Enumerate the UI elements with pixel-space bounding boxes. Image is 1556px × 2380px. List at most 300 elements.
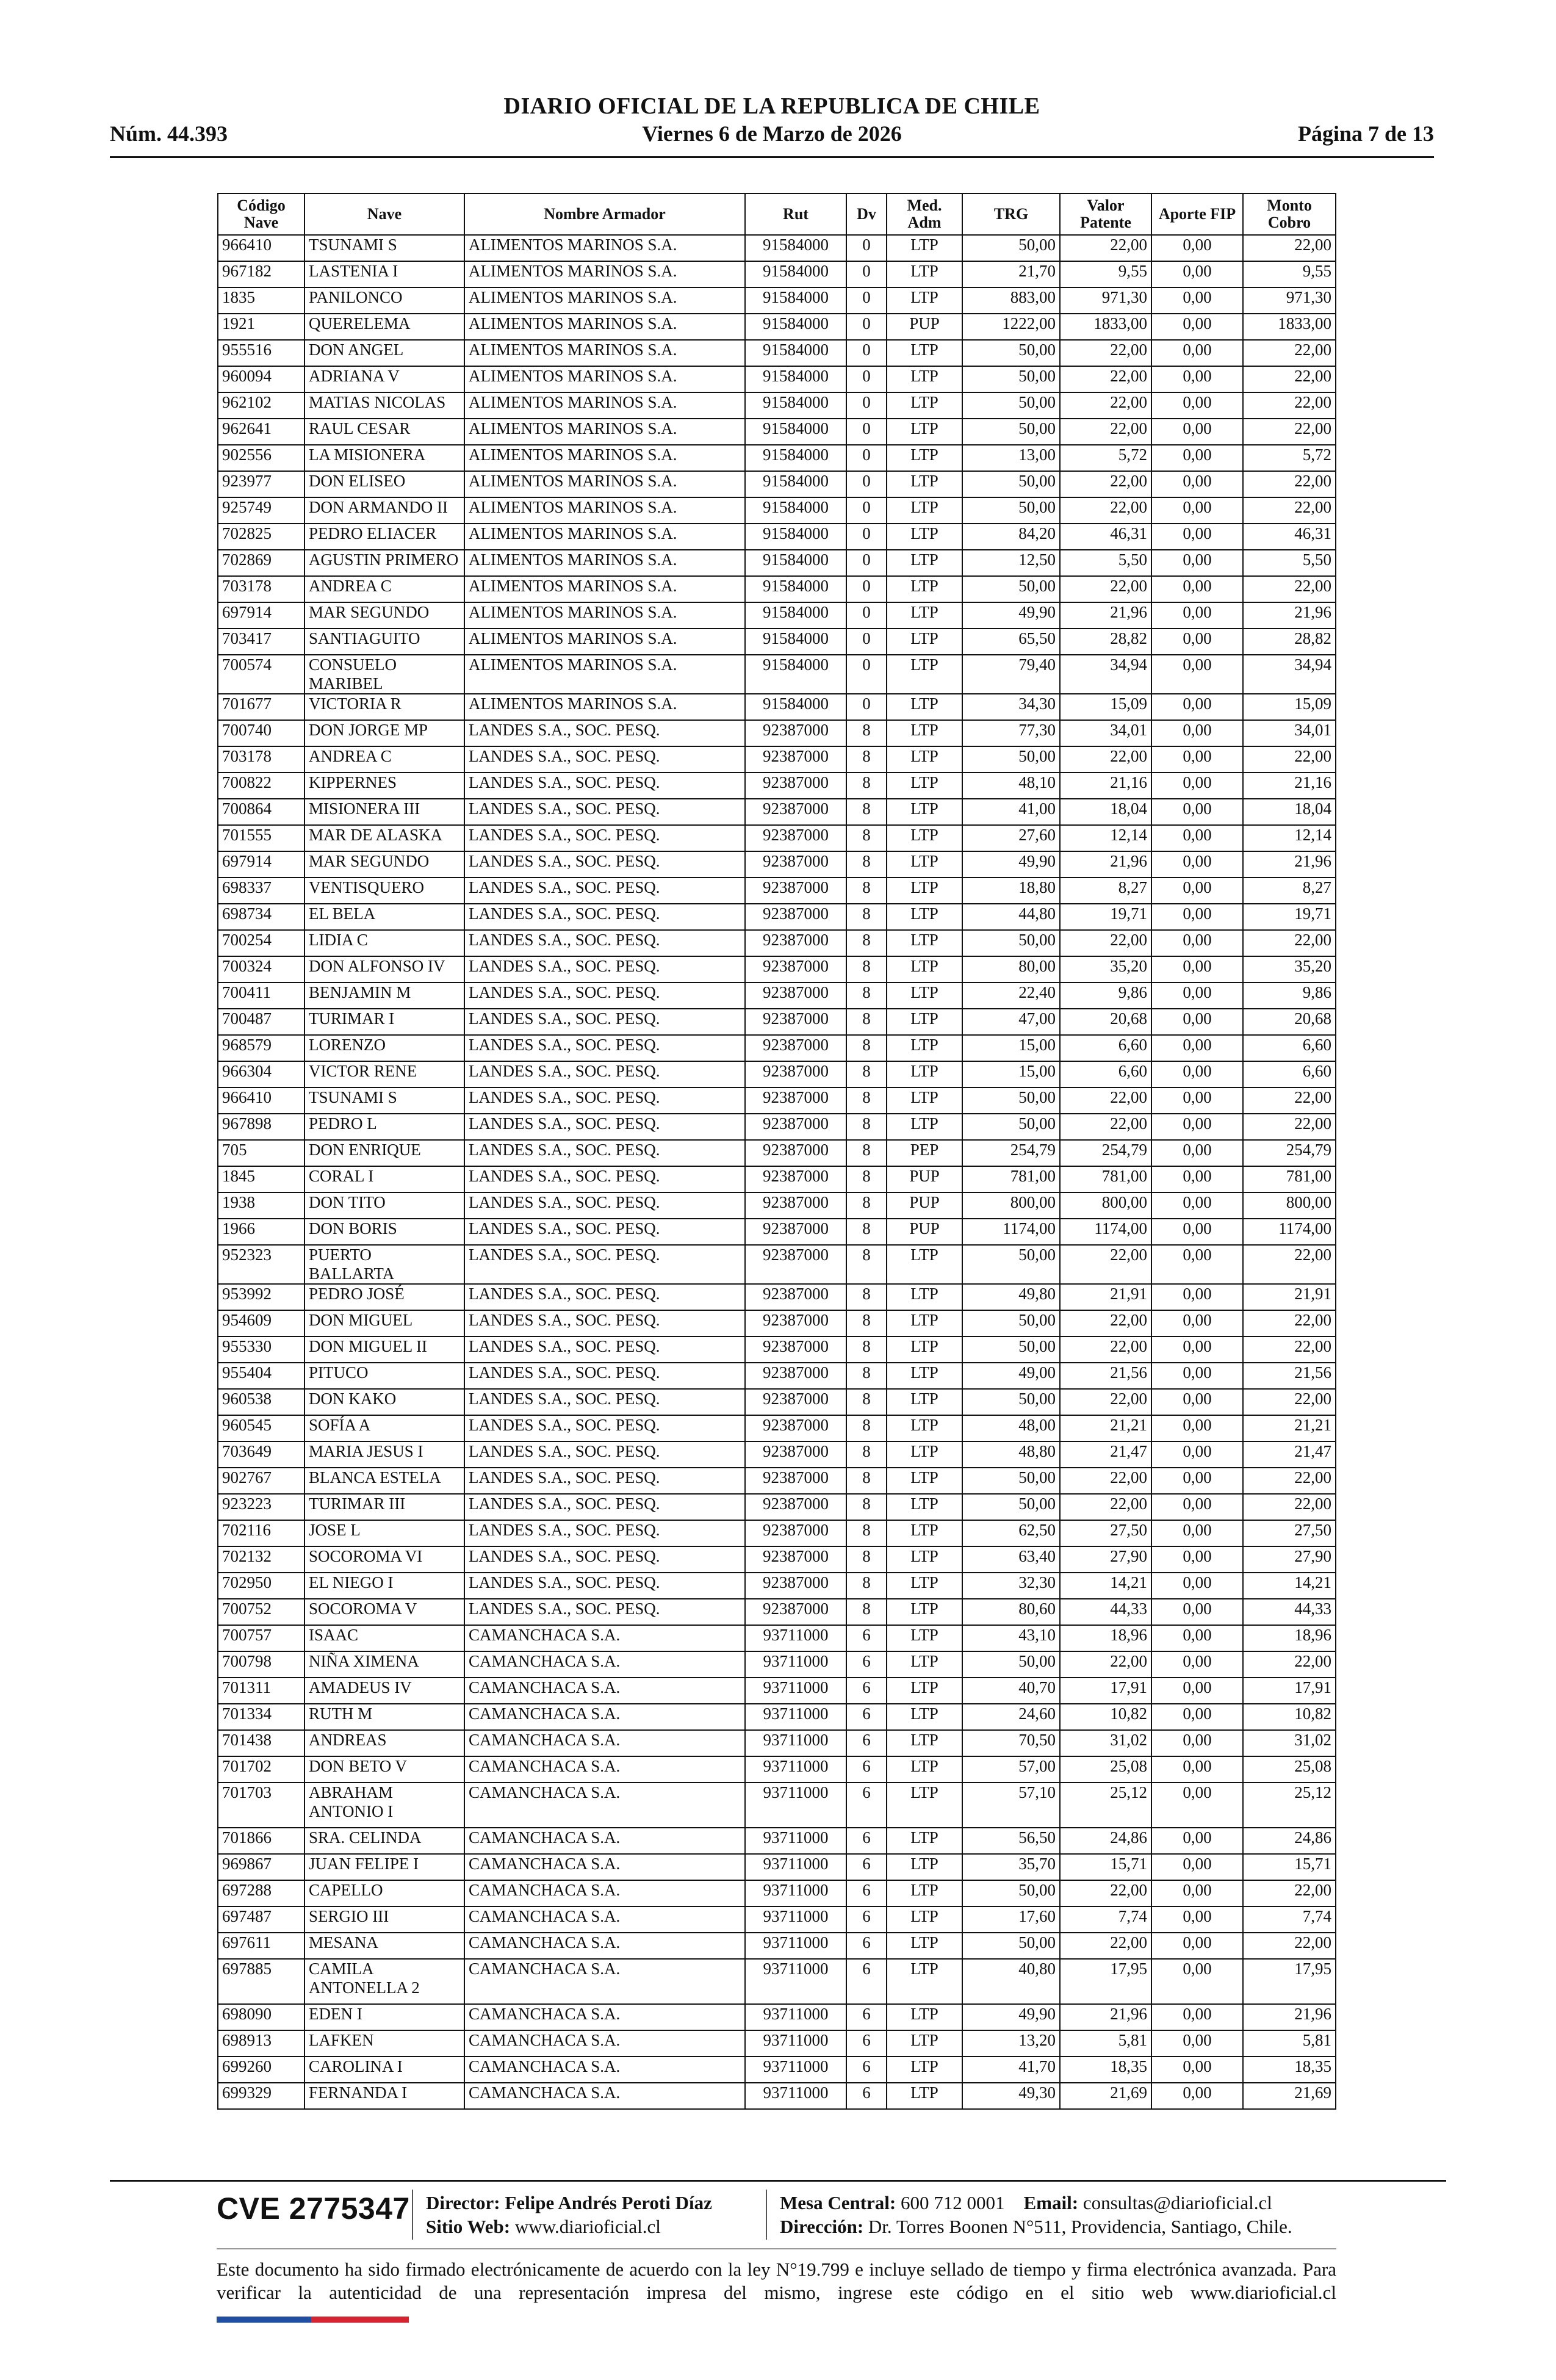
cell-monto-cobro: 22,00 <box>1243 392 1336 419</box>
cell-monto-cobro: 22,00 <box>1243 471 1336 497</box>
cell-valor-patente: 21,69 <box>1060 2083 1151 2109</box>
cell-aporte-fip: 0,00 <box>1151 1284 1243 1310</box>
cell-valor-patente: 21,21 <box>1060 1415 1151 1441</box>
cell-aporte-fip: 0,00 <box>1151 445 1243 471</box>
cell-monto-cobro: 971,30 <box>1243 287 1336 314</box>
cell-valor-patente: 22,00 <box>1060 1880 1151 1906</box>
cell-med-adm: LTP <box>887 261 962 287</box>
cell-trg: 50,00 <box>962 930 1060 956</box>
cell-armador: ALIMENTOS MARINOS S.A. <box>464 287 745 314</box>
cell-armador: LANDES S.A., SOC. PESQ. <box>464 983 745 1009</box>
cell-nave: TURIMAR III <box>304 1494 464 1520</box>
cell-valor-patente: 5,72 <box>1060 445 1151 471</box>
cell-dv: 8 <box>846 1284 887 1310</box>
cell-med-adm: LTP <box>887 1087 962 1114</box>
cell-dv: 0 <box>846 655 887 694</box>
cell-dv: 0 <box>846 694 887 720</box>
cell-med-adm: LTP <box>887 1061 962 1087</box>
cell-valor-patente: 781,00 <box>1060 1166 1151 1192</box>
cell-med-adm: LTP <box>887 746 962 773</box>
cell-codigo: 968579 <box>218 1035 304 1061</box>
cell-rut: 93711000 <box>745 1783 846 1828</box>
cell-monto-cobro: 22,00 <box>1243 1468 1336 1494</box>
cell-med-adm: LTP <box>887 340 962 366</box>
cell-codigo: 1938 <box>218 1192 304 1219</box>
cell-rut: 92387000 <box>745 1245 846 1284</box>
cell-codigo: 698337 <box>218 878 304 904</box>
cell-dv: 8 <box>846 1192 887 1219</box>
cell-rut: 93711000 <box>745 2083 846 2109</box>
cell-med-adm: LTP <box>887 956 962 983</box>
cell-med-adm: LTP <box>887 2004 962 2030</box>
cell-med-adm: LTP <box>887 655 962 694</box>
cell-nave: TSUNAMI S <box>304 1087 464 1114</box>
cell-codigo: 923223 <box>218 1494 304 1520</box>
table-row <box>218 1704 1336 1730</box>
cell-dv: 6 <box>846 2030 887 2057</box>
cell-trg: 50,00 <box>962 576 1060 602</box>
cell-codigo: 701702 <box>218 1756 304 1783</box>
cell-nave: CAMILA ANTONELLA 2 <box>304 1959 464 2004</box>
cell-monto-cobro: 12,14 <box>1243 825 1336 851</box>
cell-rut: 92387000 <box>745 773 846 799</box>
cell-valor-patente: 22,00 <box>1060 1494 1151 1520</box>
cell-nave: JUAN FELIPE I <box>304 1854 464 1880</box>
cell-rut: 93711000 <box>745 1828 846 1854</box>
table-row <box>218 1363 1336 1389</box>
cell-valor-patente: 21,56 <box>1060 1363 1151 1389</box>
cell-med-adm: LTP <box>887 1906 962 1933</box>
cell-trg: 65,50 <box>962 629 1060 655</box>
cell-monto-cobro: 21,69 <box>1243 2083 1336 2109</box>
cell-med-adm: LTP <box>887 1441 962 1468</box>
cell-med-adm: LTP <box>887 1520 962 1546</box>
cell-nave: SERGIO III <box>304 1906 464 1933</box>
cell-med-adm: LTP <box>887 524 962 550</box>
cell-trg: 84,20 <box>962 524 1060 550</box>
cell-codigo: 925749 <box>218 497 304 524</box>
cell-aporte-fip: 0,00 <box>1151 2004 1243 2030</box>
cell-armador: CAMANCHACA S.A. <box>464 1828 745 1854</box>
cell-trg: 13,20 <box>962 2030 1060 2057</box>
cell-trg: 781,00 <box>962 1166 1060 1192</box>
cell-dv: 8 <box>846 1389 887 1415</box>
cell-rut: 92387000 <box>745 1441 846 1468</box>
cell-codigo: 923977 <box>218 471 304 497</box>
cell-med-adm: LTP <box>887 1783 962 1828</box>
cell-armador: CAMANCHACA S.A. <box>464 1651 745 1678</box>
cell-armador: ALIMENTOS MARINOS S.A. <box>464 445 745 471</box>
table-row <box>218 694 1336 720</box>
cell-codigo: 953992 <box>218 1284 304 1310</box>
footer-note-divider <box>217 2248 1336 2249</box>
table-row <box>218 235 1336 261</box>
cell-monto-cobro: 46,31 <box>1243 524 1336 550</box>
cell-med-adm: LTP <box>887 1468 962 1494</box>
cell-dv: 8 <box>846 904 887 930</box>
cell-dv: 8 <box>846 773 887 799</box>
cell-codigo: 703417 <box>218 629 304 655</box>
cell-trg: 32,30 <box>962 1573 1060 1599</box>
cell-armador: ALIMENTOS MARINOS S.A. <box>464 340 745 366</box>
cell-monto-cobro: 22,00 <box>1243 1651 1336 1678</box>
cell-nave: QUERELEMA <box>304 314 464 340</box>
cell-rut: 92387000 <box>745 1573 846 1599</box>
cell-codigo: 705 <box>218 1140 304 1166</box>
director-label: Director: <box>426 2192 500 2213</box>
cell-monto-cobro: 22,00 <box>1243 1389 1336 1415</box>
cell-dv: 6 <box>846 1678 887 1704</box>
cell-valor-patente: 28,82 <box>1060 629 1151 655</box>
cell-nave: MATIAS NICOLAS <box>304 392 464 419</box>
cell-armador: LANDES S.A., SOC. PESQ. <box>464 1546 745 1573</box>
cell-med-adm: LTP <box>887 1363 962 1389</box>
table-row <box>218 1114 1336 1140</box>
cell-valor-patente: 22,00 <box>1060 497 1151 524</box>
table-row <box>218 851 1336 878</box>
cell-dv: 6 <box>846 1704 887 1730</box>
cell-rut: 92387000 <box>745 1087 846 1114</box>
cell-rut: 93711000 <box>745 1756 846 1783</box>
cell-aporte-fip: 0,00 <box>1151 1245 1243 1284</box>
cell-monto-cobro: 17,95 <box>1243 1959 1336 2004</box>
cell-dv: 8 <box>846 1494 887 1520</box>
table-row <box>218 314 1336 340</box>
cell-valor-patente: 22,00 <box>1060 1933 1151 1959</box>
table-row <box>218 930 1336 956</box>
cell-rut: 93711000 <box>745 1730 846 1756</box>
cell-monto-cobro: 25,12 <box>1243 1783 1336 1828</box>
cell-valor-patente: 22,00 <box>1060 419 1151 445</box>
cell-med-adm: LTP <box>887 799 962 825</box>
table-row <box>218 1730 1336 1756</box>
table-row <box>218 1854 1336 1880</box>
cell-monto-cobro: 18,35 <box>1243 2057 1336 2083</box>
cell-rut: 91584000 <box>745 235 846 261</box>
cell-med-adm: LTP <box>887 1284 962 1310</box>
cell-med-adm: LTP <box>887 1310 962 1336</box>
table-row <box>218 445 1336 471</box>
cell-monto-cobro: 17,91 <box>1243 1678 1336 1704</box>
cell-aporte-fip: 0,00 <box>1151 773 1243 799</box>
cell-aporte-fip: 0,00 <box>1151 1906 1243 1933</box>
cell-aporte-fip: 0,00 <box>1151 1087 1243 1114</box>
column-header: Código Nave <box>218 193 304 235</box>
cell-monto-cobro: 22,00 <box>1243 930 1336 956</box>
cell-dv: 6 <box>846 2004 887 2030</box>
cell-nave: KIPPERNES <box>304 773 464 799</box>
table-row <box>218 1828 1336 1854</box>
cell-nave: SANTIAGUITO <box>304 629 464 655</box>
cell-aporte-fip: 0,00 <box>1151 1783 1243 1828</box>
cell-aporte-fip: 0,00 <box>1151 983 1243 1009</box>
cell-rut: 91584000 <box>745 287 846 314</box>
cell-trg: 12,50 <box>962 550 1060 576</box>
cell-monto-cobro: 8,27 <box>1243 878 1336 904</box>
cell-rut: 92387000 <box>745 904 846 930</box>
cell-codigo: 955404 <box>218 1363 304 1389</box>
cell-nave: ANDREA C <box>304 746 464 773</box>
cell-valor-patente: 22,00 <box>1060 930 1151 956</box>
cell-dv: 8 <box>846 1140 887 1166</box>
cell-codigo: 697288 <box>218 1880 304 1906</box>
cell-nave: CAPELLO <box>304 1880 464 1906</box>
cell-monto-cobro: 35,20 <box>1243 956 1336 983</box>
website-link[interactable]: www.diarioficial.cl <box>514 2216 661 2237</box>
cell-nave: ABRAHAM ANTONIO I <box>304 1783 464 1828</box>
cell-dv: 8 <box>846 1009 887 1035</box>
cell-nave: LIDIA C <box>304 930 464 956</box>
cell-codigo: 700487 <box>218 1009 304 1035</box>
cell-trg: 43,10 <box>962 1625 1060 1651</box>
cell-aporte-fip: 0,00 <box>1151 1573 1243 1599</box>
cell-codigo: 701311 <box>218 1678 304 1704</box>
address-label: Dirección: <box>780 2216 864 2237</box>
cell-armador: CAMANCHACA S.A. <box>464 1625 745 1651</box>
column-header: Valor Patente <box>1060 193 1151 235</box>
cell-med-adm: LTP <box>887 2057 962 2083</box>
cell-dv: 8 <box>846 746 887 773</box>
cell-nave: MISIONERA III <box>304 799 464 825</box>
table-row <box>218 524 1336 550</box>
column-header: Rut <box>745 193 846 235</box>
cell-nave: NIÑA XIMENA <box>304 1651 464 1678</box>
cell-codigo: 966304 <box>218 1061 304 1087</box>
cell-armador: ALIMENTOS MARINOS S.A. <box>464 261 745 287</box>
cell-nave: ANDREAS <box>304 1730 464 1756</box>
cell-monto-cobro: 9,86 <box>1243 983 1336 1009</box>
cell-monto-cobro: 44,33 <box>1243 1599 1336 1625</box>
cell-aporte-fip: 0,00 <box>1151 1730 1243 1756</box>
cell-aporte-fip: 0,00 <box>1151 1520 1243 1546</box>
cell-codigo: 697611 <box>218 1933 304 1959</box>
cell-trg: 800,00 <box>962 1192 1060 1219</box>
cell-med-adm: PUP <box>887 314 962 340</box>
cell-rut: 92387000 <box>745 1140 846 1166</box>
cell-med-adm: LTP <box>887 602 962 629</box>
cell-armador: LANDES S.A., SOC. PESQ. <box>464 1441 745 1468</box>
cell-rut: 91584000 <box>745 340 846 366</box>
cell-trg: 50,00 <box>962 1087 1060 1114</box>
cell-aporte-fip: 0,00 <box>1151 956 1243 983</box>
cell-trg: 18,80 <box>962 878 1060 904</box>
cell-monto-cobro: 781,00 <box>1243 1166 1336 1192</box>
cve-code: CVE 2775347 <box>217 2191 410 2226</box>
cell-aporte-fip: 0,00 <box>1151 1959 1243 2004</box>
cell-med-adm: LTP <box>887 235 962 261</box>
cell-codigo: 697487 <box>218 1906 304 1933</box>
cell-med-adm: LTP <box>887 878 962 904</box>
cell-dv: 0 <box>846 261 887 287</box>
cell-valor-patente: 24,86 <box>1060 1828 1151 1854</box>
cell-codigo: 952323 <box>218 1245 304 1284</box>
column-header: Aporte FIP <box>1151 193 1243 235</box>
cell-monto-cobro: 21,21 <box>1243 1415 1336 1441</box>
cell-nave: CORAL I <box>304 1166 464 1192</box>
cell-armador: LANDES S.A., SOC. PESQ. <box>464 1284 745 1310</box>
cell-armador: LANDES S.A., SOC. PESQ. <box>464 1245 745 1284</box>
cell-armador: LANDES S.A., SOC. PESQ. <box>464 1468 745 1494</box>
table-row <box>218 1441 1336 1468</box>
cell-med-adm: LTP <box>887 1959 962 2004</box>
table-row <box>218 1573 1336 1599</box>
cell-med-adm: LTP <box>887 366 962 392</box>
cell-trg: 50,00 <box>962 392 1060 419</box>
cell-nave: DON ARMANDO II <box>304 497 464 524</box>
cell-dv: 0 <box>846 287 887 314</box>
table-row <box>218 904 1336 930</box>
cell-codigo: 701555 <box>218 825 304 851</box>
cell-rut: 92387000 <box>745 1546 846 1573</box>
cell-monto-cobro: 14,21 <box>1243 1573 1336 1599</box>
cell-nave: CAROLINA I <box>304 2057 464 2083</box>
cell-valor-patente: 1833,00 <box>1060 314 1151 340</box>
cell-aporte-fip: 0,00 <box>1151 1192 1243 1219</box>
cell-monto-cobro: 5,72 <box>1243 445 1336 471</box>
cell-monto-cobro: 22,00 <box>1243 366 1336 392</box>
cell-aporte-fip: 0,00 <box>1151 1625 1243 1651</box>
cell-nave: DON JORGE MP <box>304 720 464 746</box>
cell-nave: PUERTO BALLARTA <box>304 1245 464 1284</box>
cell-valor-patente: 22,00 <box>1060 1468 1151 1494</box>
phone-number: 600 712 0001 <box>901 2192 1005 2213</box>
email-link[interactable]: consultas@diarioficial.cl <box>1082 2192 1272 2213</box>
cell-dv: 8 <box>846 1573 887 1599</box>
cell-rut: 92387000 <box>745 1415 846 1441</box>
cell-trg: 13,00 <box>962 445 1060 471</box>
cell-trg: 24,60 <box>962 1704 1060 1730</box>
header-divider <box>110 156 1434 158</box>
cell-med-adm: LTP <box>887 1494 962 1520</box>
cell-aporte-fip: 0,00 <box>1151 1546 1243 1573</box>
cell-rut: 92387000 <box>745 1389 846 1415</box>
cell-nave: DON MIGUEL <box>304 1310 464 1336</box>
cell-armador: CAMANCHACA S.A. <box>464 1730 745 1756</box>
cell-aporte-fip: 0,00 <box>1151 366 1243 392</box>
cell-rut: 92387000 <box>745 1363 846 1389</box>
flag-blue-band <box>217 2317 311 2323</box>
cell-codigo: 700740 <box>218 720 304 746</box>
cell-dv: 8 <box>846 1310 887 1336</box>
cell-armador: CAMANCHACA S.A. <box>464 1959 745 2004</box>
cell-aporte-fip: 0,00 <box>1151 1756 1243 1783</box>
cell-codigo: 698913 <box>218 2030 304 2057</box>
cell-aporte-fip: 0,00 <box>1151 1310 1243 1336</box>
cell-rut: 92387000 <box>745 930 846 956</box>
page-header <box>110 93 1434 154</box>
cell-dv: 0 <box>846 576 887 602</box>
cell-med-adm: LTP <box>887 550 962 576</box>
flag-stripe <box>217 2317 409 2323</box>
table-row <box>218 655 1336 694</box>
footer-separator <box>412 2190 413 2240</box>
cell-nave: ANDREA C <box>304 576 464 602</box>
column-header: Dv <box>846 193 887 235</box>
table-row <box>218 1625 1336 1651</box>
cell-dv: 0 <box>846 235 887 261</box>
cell-armador: LANDES S.A., SOC. PESQ. <box>464 825 745 851</box>
cell-med-adm: LTP <box>887 1704 962 1730</box>
cell-aporte-fip: 0,00 <box>1151 655 1243 694</box>
cell-armador: LANDES S.A., SOC. PESQ. <box>464 746 745 773</box>
cell-dv: 6 <box>846 1854 887 1880</box>
cell-aporte-fip: 0,00 <box>1151 576 1243 602</box>
cell-aporte-fip: 0,00 <box>1151 1009 1243 1035</box>
cell-monto-cobro: 1174,00 <box>1243 1219 1336 1245</box>
cell-dv: 0 <box>846 629 887 655</box>
cell-nave: PEDRO JOSÉ <box>304 1284 464 1310</box>
cell-dv: 0 <box>846 366 887 392</box>
cell-med-adm: PUP <box>887 1166 962 1192</box>
cell-nave: DON BETO V <box>304 1756 464 1783</box>
table-header-row <box>218 193 1336 235</box>
cell-armador: LANDES S.A., SOC. PESQ. <box>464 1415 745 1441</box>
cell-codigo: 967182 <box>218 261 304 287</box>
cell-dv: 8 <box>846 1363 887 1389</box>
cell-valor-patente: 21,96 <box>1060 2004 1151 2030</box>
cell-valor-patente: 46,31 <box>1060 524 1151 550</box>
cell-monto-cobro: 22,00 <box>1243 419 1336 445</box>
cell-dv: 6 <box>846 1783 887 1828</box>
cell-nave: RAUL CESAR <box>304 419 464 445</box>
cell-dv: 8 <box>846 1336 887 1363</box>
table-row <box>218 1245 1336 1284</box>
cell-nave: JOSE L <box>304 1520 464 1546</box>
cell-nave: LASTENIA I <box>304 261 464 287</box>
cell-trg: 80,00 <box>962 956 1060 983</box>
cell-nave: MAR SEGUNDO <box>304 851 464 878</box>
cell-monto-cobro: 22,00 <box>1243 497 1336 524</box>
vessel-fee-table <box>217 193 1335 2110</box>
cell-armador: LANDES S.A., SOC. PESQ. <box>464 1336 745 1363</box>
cell-rut: 92387000 <box>745 1166 846 1192</box>
cell-nave: DON MIGUEL II <box>304 1336 464 1363</box>
cell-armador: LANDES S.A., SOC. PESQ. <box>464 1192 745 1219</box>
cell-aporte-fip: 0,00 <box>1151 392 1243 419</box>
cell-med-adm: LTP <box>887 1009 962 1035</box>
table-row <box>218 1651 1336 1678</box>
cell-med-adm: LTP <box>887 1756 962 1783</box>
cell-trg: 57,10 <box>962 1783 1060 1828</box>
cell-rut: 92387000 <box>745 1310 846 1336</box>
cell-armador: LANDES S.A., SOC. PESQ. <box>464 1599 745 1625</box>
cell-dv: 0 <box>846 471 887 497</box>
cell-armador: LANDES S.A., SOC. PESQ. <box>464 1166 745 1192</box>
cell-monto-cobro: 21,47 <box>1243 1441 1336 1468</box>
cell-codigo: 1835 <box>218 287 304 314</box>
cell-med-adm: LTP <box>887 1573 962 1599</box>
cell-trg: 254,79 <box>962 1140 1060 1166</box>
cell-monto-cobro: 31,02 <box>1243 1730 1336 1756</box>
cell-monto-cobro: 22,00 <box>1243 1494 1336 1520</box>
cell-codigo: 699329 <box>218 2083 304 2109</box>
table-row <box>218 1959 1336 2004</box>
cell-rut: 92387000 <box>745 1284 846 1310</box>
cell-armador: ALIMENTOS MARINOS S.A. <box>464 235 745 261</box>
cell-med-adm: LTP <box>887 445 962 471</box>
table-row <box>218 1415 1336 1441</box>
cell-med-adm: PEP <box>887 1140 962 1166</box>
table-row <box>218 471 1336 497</box>
cell-valor-patente: 31,02 <box>1060 1730 1151 1756</box>
cell-armador: LANDES S.A., SOC. PESQ. <box>464 851 745 878</box>
cell-aporte-fip: 0,00 <box>1151 1166 1243 1192</box>
cell-codigo: 700411 <box>218 983 304 1009</box>
flag-red-band <box>311 2317 409 2323</box>
cell-nave: MAR SEGUNDO <box>304 602 464 629</box>
cell-valor-patente: 8,27 <box>1060 878 1151 904</box>
cell-rut: 91584000 <box>745 261 846 287</box>
